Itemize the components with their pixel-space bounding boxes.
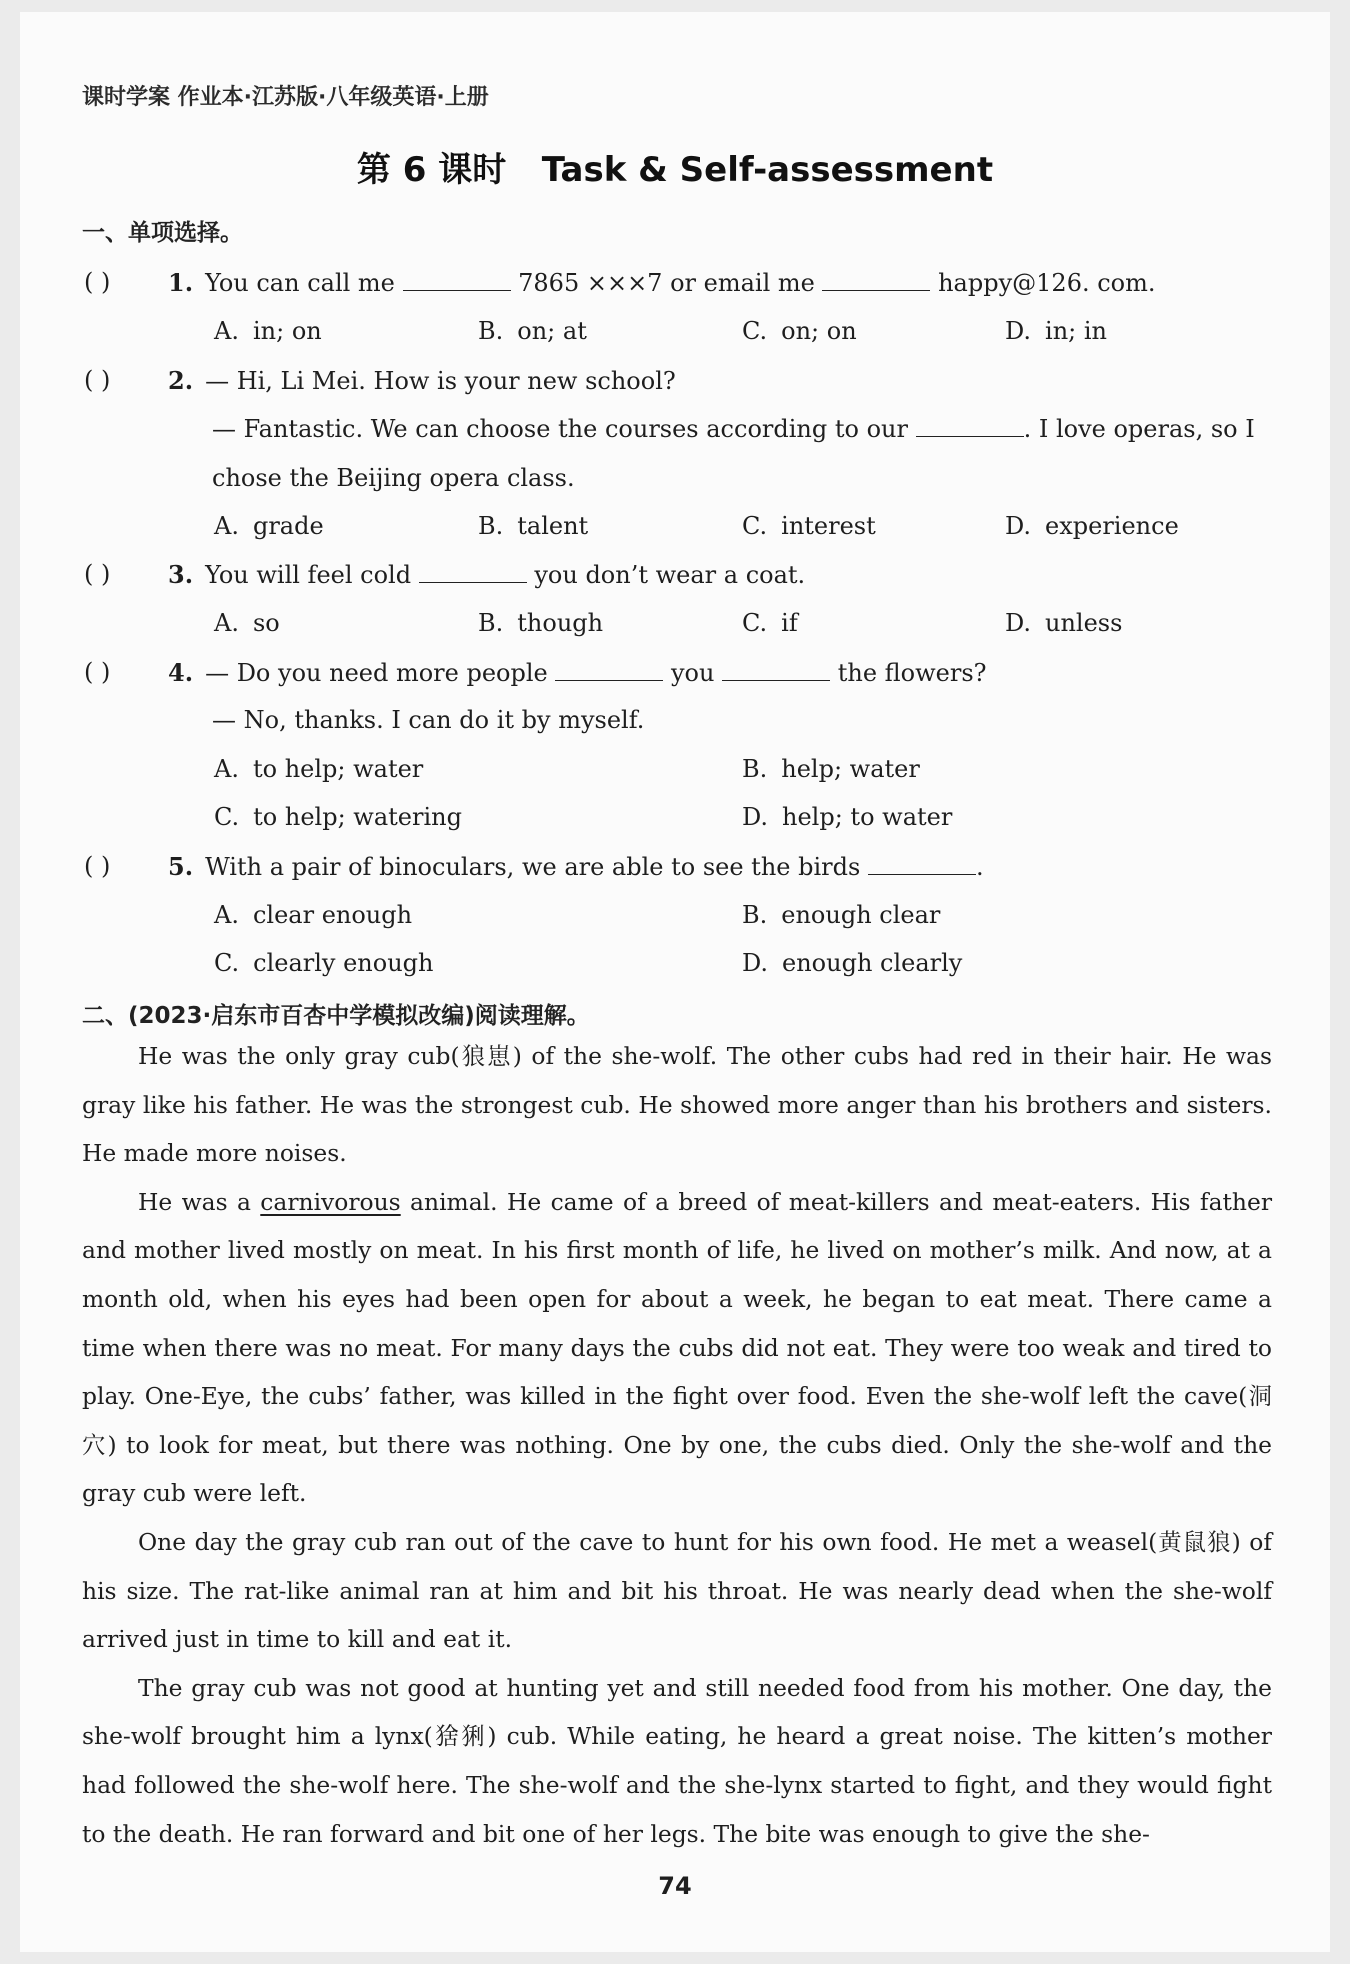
option-b[interactable]: B. on; at (478, 317, 587, 345)
option-a[interactable]: A. to help; water (214, 755, 424, 783)
option-c[interactable]: C. clearly enough (214, 949, 434, 977)
option-a[interactable]: A. grade (214, 512, 324, 540)
question-1 (168, 268, 1156, 297)
section2-heading: 二、(2023·启东市百杏中学模拟改编)阅读理解。 (82, 1003, 590, 1029)
passage-paragraph: One day the gray cub ran out of the cave to hunt for his own food. He met a weasel(黄鼠狼) of his size. The rat-like animal ran at him and bit his throat. He was nearly dead when the she-wolf arrived just in time to kill and eat it. (82, 1527, 1272, 1654)
worksheet-page (20, 12, 1330, 1952)
passage-paragraph: He was the only gray cub(狼崽) of the she-wolf. The other cubs had red in their hair. He was gray like his father. He was the strongest cub. He showed more anger than his brothers and sisters. He made more noises. (82, 1042, 1272, 1168)
question-text: you (663, 659, 723, 687)
option-c[interactable]: C. to help; watering (214, 803, 462, 831)
question-number: 5. (168, 852, 194, 881)
question-text: — Fantastic. We can choose the courses according to our (212, 415, 916, 443)
answer-bracket[interactable]: ( ) (84, 366, 111, 394)
passage-paragraph: He was a carnivorous animal. He came of a breed of meat-killers and meat-eaters. His father and mother lived mostly on meat. In his first month of life, he lived on mother’s milk. And now, at a month old, when his eyes had been open for about a week, he began to eat meat. There came a time when there was no meat. For many days the cubs did not eat. They were too weak and tired to play. One-Eye, the cubs’ father, was killed in the fight over food. Even the she-wolf left the cave(洞穴) to look for meat, but there was nothing. One by one, the cubs died. Only the she-wolf and the gray cub were left. (82, 1187, 1273, 1508)
answer-blank[interactable] (403, 270, 511, 291)
question-text: . I love operas, so I (1023, 415, 1255, 443)
book-header: 课时学案 作业本·江苏版·八年级英语·上册 (82, 85, 489, 110)
option-b[interactable]: B. help; water (742, 755, 920, 783)
option-c[interactable]: C. interest (742, 512, 876, 540)
option-b[interactable]: B. though (478, 609, 604, 637)
option-d[interactable]: D. unless (1005, 609, 1123, 637)
question-number: 3. (168, 560, 194, 589)
answer-bracket[interactable]: ( ) (84, 658, 111, 686)
answer-blank[interactable] (916, 416, 1024, 437)
option-d[interactable]: D. enough clearly (742, 949, 963, 977)
question-2-line2 (212, 415, 1255, 443)
option-d[interactable]: D. experience (1005, 512, 1179, 540)
answer-bracket[interactable]: ( ) (84, 268, 111, 296)
passage-paragraph: The gray cub was not good at hunting yet and still needed food from his mother. One day, the she-wolf brought him a lynx(猞猁) cub. While eating, he heard a great noise. The kitten’s mother had followed the she-wolf here. The she-wolf and the she-lynx started to fight, and they would fight to the death. He ran forward and bit one of her legs. The bite was enough to give the she- (82, 1673, 1272, 1848)
option-c[interactable]: C. if (742, 609, 798, 637)
answer-blank[interactable] (419, 562, 527, 583)
question-4-line2: — No, thanks. I can do it by myself. (212, 706, 645, 734)
question-text: — Do you need more people (205, 659, 556, 687)
question-number: 4. (168, 658, 194, 687)
question-4 (168, 658, 987, 687)
option-a[interactable]: A. clear enough (214, 901, 413, 929)
option-d[interactable]: D. help; to water (742, 803, 953, 831)
reading-passage (82, 1032, 1272, 1858)
question-text: . (975, 853, 984, 881)
question-number: 2. (168, 366, 194, 395)
answer-bracket[interactable]: ( ) (84, 852, 111, 880)
question-text: you don’t wear a coat. (526, 561, 806, 589)
option-b[interactable]: B. talent (478, 512, 589, 540)
question-2-line3: chose the Beijing opera class. (212, 464, 575, 492)
answer-blank[interactable] (555, 660, 663, 681)
question-text: — Hi, Li Mei. How is your new school? (205, 367, 676, 395)
answer-blank[interactable] (868, 854, 976, 875)
question-text: the flowers? (830, 659, 987, 687)
option-a[interactable]: A. so (214, 609, 280, 637)
answer-blank[interactable] (722, 660, 830, 681)
page-number: 74 (658, 1872, 692, 1900)
question-3 (168, 560, 805, 589)
option-c[interactable]: C. on; on (742, 317, 857, 345)
question-text: happy@126. com. (930, 269, 1156, 297)
question-text: You will feel cold (205, 561, 419, 589)
section1-heading: 一、单项选择。 (82, 220, 243, 246)
option-a[interactable]: A. in; on (214, 317, 322, 345)
answer-bracket[interactable]: ( ) (84, 560, 111, 588)
question-text: 7865 ×××7 or email me (510, 269, 823, 297)
option-d[interactable]: D. in; in (1005, 317, 1107, 345)
question-text: With a pair of binoculars, we are able to see the birds (205, 853, 868, 881)
question-2 (168, 366, 676, 395)
underlined-word: carnivorous (260, 1187, 401, 1216)
answer-blank[interactable] (822, 270, 930, 291)
question-text: You can call me (205, 269, 403, 297)
question-5 (168, 852, 984, 881)
option-b[interactable]: B. enough clear (742, 901, 941, 929)
lesson-title: 第 6 课时 Task & Self-assessment (356, 150, 994, 190)
question-number: 1. (168, 268, 194, 297)
